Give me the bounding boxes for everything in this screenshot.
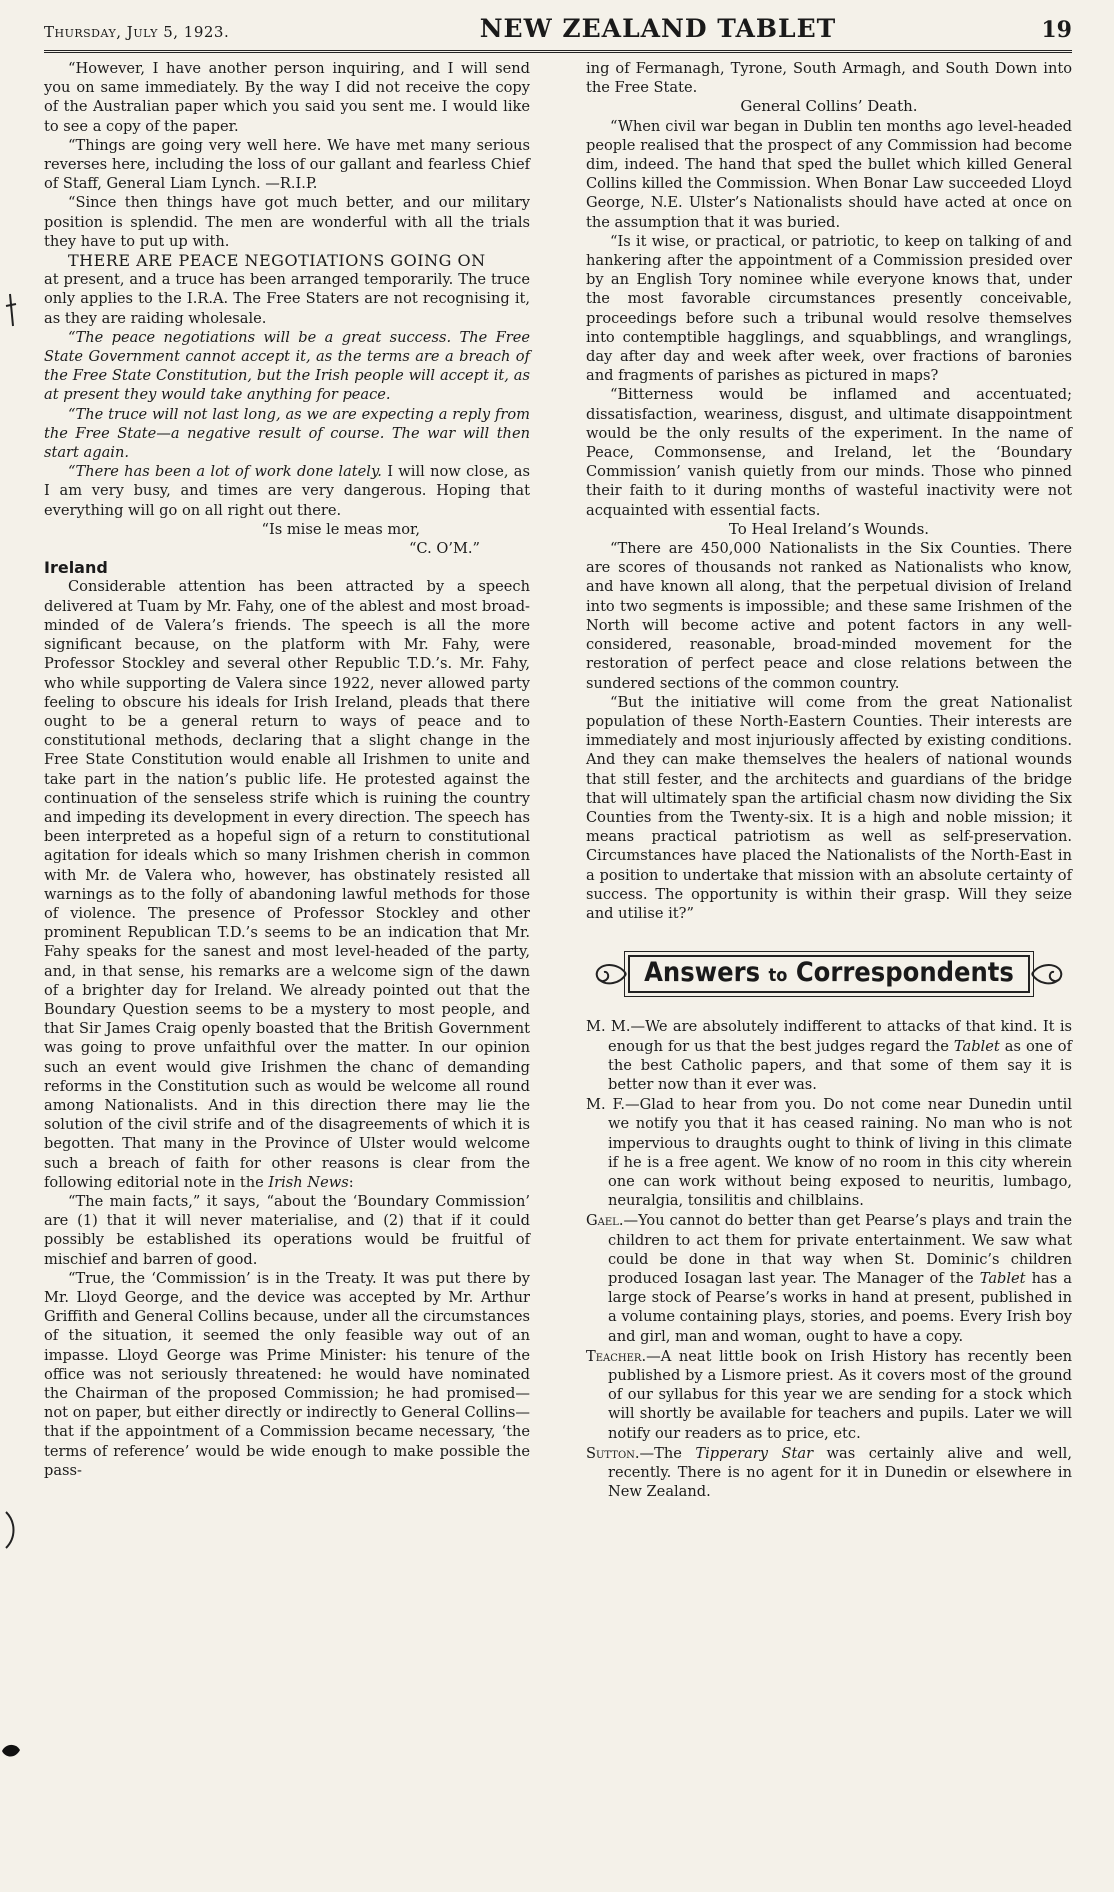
- masthead: [44, 14, 1072, 48]
- margin-mark-icon: [4, 292, 20, 328]
- section-title: Ireland: [44, 558, 108, 578]
- scroll-left-icon: [592, 956, 628, 992]
- answer-item: [586, 1444, 1072, 1502]
- answers-banner: [586, 955, 1072, 993]
- subheading: General Collins’ Death.: [740, 97, 918, 116]
- italic-text: Tablet: [979, 1269, 1026, 1287]
- article-paragraph: “Is it wise, or practical, or patriotic, to keep on talking of and hankering after the appointment of a Commission presided over by an English Tory nominee while everyone knows that, under the most favorable circumstances presently conceivable, proceedings before such a tribunal would resolve themselves into contemptible hagglings, and squabblings, and wranglings, day after day and week after week, over fractions of baronies and fragments of parishes as pictured in maps?: [586, 232, 1072, 385]
- italic-text: Tablet: [953, 1037, 1000, 1055]
- answers-list: [586, 1017, 1072, 1501]
- signature-initials: “C. O’M.”: [408, 540, 480, 558]
- letter-paragraph: [44, 462, 530, 520]
- italic-text: “There has been a lot of work done lately.: [68, 463, 382, 481]
- article-paragraph: “True, the ‘Commission’ is in the Treaty. It was put there by Mr. Lloyd George, and the device was accepted by Mr. Arthur Griffith and General Collins because, under all the circumstances of the situation, it seemed the only feasible way out of an impasse. Lloyd George was Prime Minister: his tenure of the office was not seriously threatened: he would have nominated the Chairman of the proposed Commission; he had promised—not on paper, but either directly or indirectly to General Collins—that if the appointment of a Commission became necessary, ‘the terms of reference’ would be wide enough to make possible the pass-: [44, 1269, 530, 1479]
- text: —You cannot do better than get Pearse’s plays and train the children to act them for private entertainment. We saw what could be done in that way when St. Dominic’s children produced Iosagan last year. The Manager of the: [608, 1212, 1072, 1287]
- answer-item: [586, 1347, 1072, 1443]
- letter-paragraph: at present, and a truce has been arranged temporarily. The truce only applies to the I.R.A. The Free Staters are not recognising it, as they are raiding wholesale.: [44, 271, 530, 327]
- right-column: [586, 59, 1072, 1502]
- correspondent: M. F.: [586, 1096, 626, 1114]
- margin-bracket-icon: [2, 1510, 18, 1550]
- correspondent: Sutton.: [586, 1444, 640, 1462]
- text: has a large stock of Pearse’s works in hand at present, published in a volume containing plays, stories, and poems. Every Irish boy and girl, man and woman, ought to have a copy.: [608, 1269, 1072, 1345]
- article-paragraph: “Bitterness would be inflamed and accentuated; dissatisfaction, weariness, disgust, and ultimate disappointment would be the only results of the experiment. In the name of Peace, Commonsense, and Ireland, let the ‘Boundary Commission’ vanish quietly from our minds. Those who pinned their faith to it during months of wasteful inactivity were not acquainted with essential facts.: [586, 386, 1072, 519]
- article-paragraph: “When civil war began in Dublin ten months ago level-headed people realised that the prospect of any Commission had become dim, indeed. The hand that sped the bullet which killed General Collins killed the Commission. When Bonar Law succeeded Lloyd George, N.E. Ulster’s Nationalists should have acted at once on the assumption that it was buried.: [586, 117, 1072, 231]
- article-paragraph: “The main facts,” it says, “about the ‘Boundary Commission’ are (1) that it will never materialise, and (2) that if it could possibly be established its operations would be fruitful of mischief and barren of good.: [44, 1192, 530, 1268]
- letter-paragraph: “However, I have another person inquiring, and I will send you on same immediately. By the way I did not receive the copy of the Australian paper which you said you sent me. I would like to see a copy of the paper.: [44, 60, 530, 135]
- correspondent: M. M.: [586, 1018, 631, 1036]
- text: I will now close, as I am very busy, and times are very dangerous. Hoping that everything will go on all right out there.: [44, 463, 530, 519]
- answer-item: [586, 1095, 1072, 1210]
- text: —Glad to hear from you. Do not come near Dunedin until we notify you that it has ceased raining. No man who is not impervious to draughts ought to think of living in this climate if he is a free agent. We know of no room in this city wherein one can work without being exposed to neuritis, lumbago, neuralgia, tonsilitis and chilblains.: [608, 1096, 1072, 1210]
- italic-text: Tipperary Star: [695, 1444, 814, 1462]
- banner: [592, 955, 1066, 993]
- text: Considerable attention has been attracted by a speech delivered at Tuam by Mr. Fahy, one of the ablest and most broad-minded of de Valera’s friends. The speech is all the more significant because, on the platform with Mr. Fahy, were Professor Stockley and several other Republic T.D.’s. Mr. Fahy, who while supporting de Valera since 1922, never allowed party feeling to obscure his ideals for Irish Ireland, pleads that there ought to be a general return to ways of peace and to constitutional methods, declaring that a slight change in the Free State Constitution would enable all Irishmen to unite and take part in the nation’s public life. He protested against the continuation of the senseless strife which is ruining the country and impeding its development in every direction. The speech has been interpreted as a hopeful sign of a return to constitutional agitation for ideals which so many Irishmen cherish in common with Mr. de Valera who, however, has obstinately resisted all warnings as to the folly of abandoning lawful methods for those of violence. The presence of Professor Stockley and other prominent Republican T.D.’s seems to be an indication that Mr. Fahy speaks for the sanest and most level-headed of the party, and, in that sense, his remarks are a welcome sign of the dawn of a brighter day for Ireland. We already pointed out that the Boundary Question seems to be a mystery to most people, and that Sir James Craig openly boasted that the British Government was going to prove unfaithful over the matter. In our opinion such an event would give Irishmen the chanc of demanding reforms in the Constitution such as would be welcome all round among Nationalists. And in this direction there may lie the solution of the civil strife and of the disagreements of which it is begotten. That many in the Province of Ulster would welcome such a breach of faith for other reasons is clear from the following editorial note in the: [44, 578, 530, 1191]
- correspondent: Gael.: [586, 1212, 624, 1230]
- italic-paragraph: “The peace negotiations will be a great success. The Free State Government cannot accept it, as the terms are a breach of the Free State Constitution, but the Irish people will accept it, as at present they would take anything for peace.: [44, 328, 530, 404]
- answer-item: [586, 1017, 1072, 1094]
- answer-item: [586, 1211, 1072, 1345]
- publication-title: NEW ZEALAND TABLET: [479, 14, 837, 43]
- banner-word: Correspondents: [795, 957, 1014, 989]
- scroll-right-icon: [1030, 956, 1066, 992]
- page-number: 19: [1041, 17, 1072, 43]
- banner-word: to: [768, 965, 788, 987]
- text: —The: [639, 1444, 696, 1462]
- caps-heading: THERE ARE PEACE NEGOTIATIONS GOING ON: [68, 251, 486, 271]
- issue-date: Thursday, July 5, 1923.: [44, 23, 230, 41]
- text: as one of the best Catholic papers, and that some of them say it is better now than it ever was.: [608, 1037, 1072, 1093]
- subheading: To Heal Ireland’s Wounds.: [728, 519, 930, 538]
- banner-box: [628, 955, 1030, 993]
- text: —We are absolutely indifferent to attacks of that kind. It is enough for us that the best judges regard the: [608, 1018, 1072, 1055]
- left-column: [44, 59, 530, 1502]
- columns: [44, 59, 1072, 1502]
- letter-paragraph: “Things are going very well here. We have met many serious reverses here, including the loss of our gallant and fearless Chief of Staff, General Liam Lynch. —R.I.P.: [44, 136, 530, 193]
- ink-blot-icon: [0, 1740, 22, 1762]
- banner-word: Answers: [644, 957, 761, 989]
- article-paragraph: ing of Fermanagh, Tyrone, South Armagh, and South Down into the Free State.: [586, 60, 1072, 97]
- text: :: [348, 1173, 354, 1191]
- text: was certainly alive and well, recently. There is no agent for it in Dunedin or elsewhere in New Zealand.: [608, 1444, 1072, 1501]
- correspondent: Teacher.: [586, 1347, 647, 1365]
- article-paragraph: “But the initiative will come from the great Nationalist population of these North-Eastern Counties. Their interests are immediately and most injuriously affected by existing conditions. And they can make themselves the healers of national wounds that still fester, and the architects and guardians of the bridge that will ultimately span the artificial chasm now dividing the Six Counties from the Twenty-six. It is a high and noble mission; it means practical patriotism as well as self-preservation. Circumstances have placed the Nationalists of the North-East in a position to undertake that mission with an absolute certainty of success. The opportunity is within their grasp. Will they seize and utilise it?”: [586, 693, 1072, 922]
- header-rule: [44, 50, 1072, 53]
- italic-paragraph: “The truce will not last long, as we are expecting a reply from the Free State—a negative result of course. The war will then start again.: [44, 405, 530, 462]
- article-paragraph: “There are 450,000 Nationalists in the Six Counties. There are scores of thousands not ranked as Nationalists who know, and have known all along, that the perpetual division of Ireland into two segments is impossible; and these same Irishmen of the North will become active and potent factors in any well-considered, reasonable, broad-minded movement for the restoration of perfect peace and close relations between the sundered sections of the common country.: [586, 540, 1072, 692]
- italic-text: Irish News: [268, 1173, 349, 1191]
- letter-paragraph: “Since then things have got much better, and our military position is splendid. The men are wonderful with all the trials they have to put up with.: [44, 194, 530, 250]
- article-paragraph: [44, 577, 530, 1192]
- text: —A neat little book on Irish History has recently been published by a Lismore priest. As it covers most of the ground of our syllabus for this year we are sending for a stock which will shortly be available for teachers and pupils. Later we will notify our readers as to price, etc.: [608, 1347, 1072, 1442]
- signature-line: “Is mise le meas mor,: [261, 520, 420, 538]
